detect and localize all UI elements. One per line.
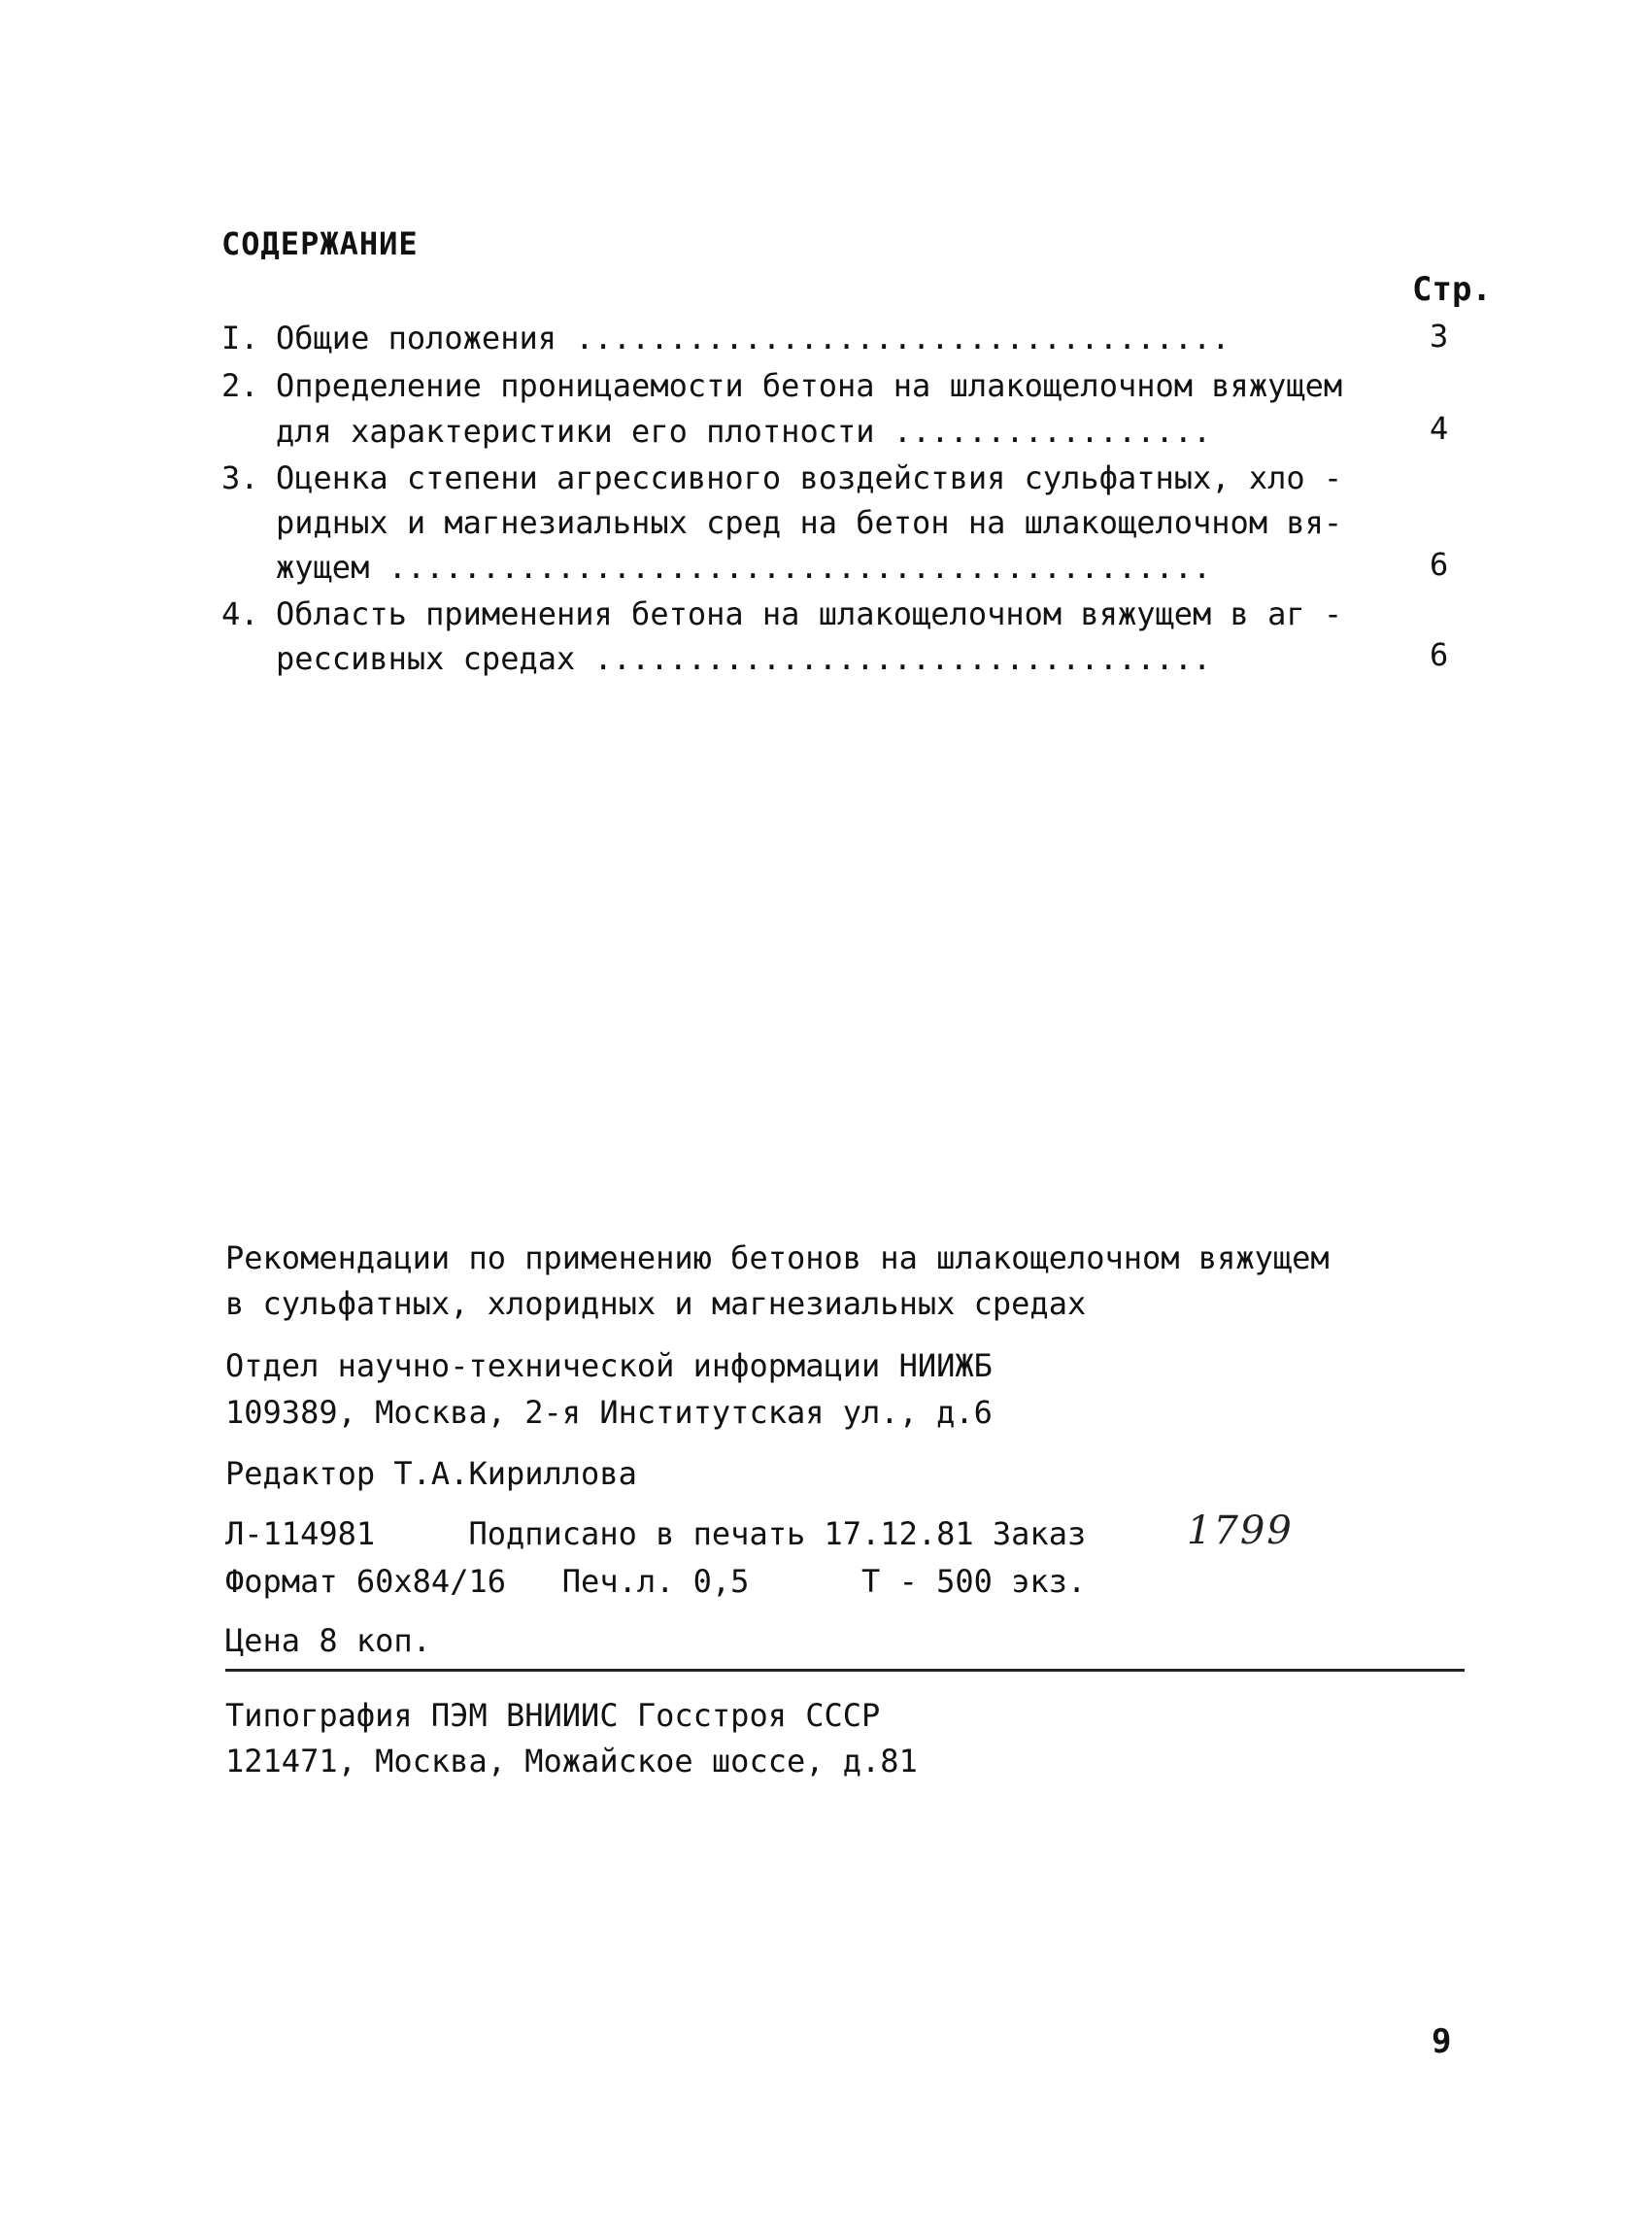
printer-line-2: 121471, Москва, Можайское шоссе, д.81 bbox=[225, 1743, 918, 1779]
toc-heading: СОДЕРЖАНИЕ bbox=[221, 225, 419, 262]
toc-entry-4-page: 6 bbox=[1430, 636, 1449, 673]
colophon-title-line-1: Рекомендации по применению бетонов на шлакощелочном вяжущем bbox=[225, 1239, 1330, 1276]
toc-entry-4-line-2: рессивных средах ................................. bbox=[276, 640, 1212, 677]
toc-entry-1-number: I. bbox=[221, 320, 259, 356]
toc-page-column-header: Стр. bbox=[1412, 270, 1492, 309]
toc-entry-3-line-1: Оценка степени агрессивного воздействия сульфатных, хло - bbox=[276, 459, 1343, 496]
toc-entry-2-line-1: Определение проницаемости бетона на шлакощелочном вяжущем bbox=[276, 367, 1343, 404]
toc-entry-2-line-2: для характеристики его плотности ................. bbox=[276, 413, 1212, 450]
colophon-price: Цена 8 коп. bbox=[225, 1622, 431, 1659]
handwritten-order-number: 1799 bbox=[1187, 1508, 1294, 1553]
toc-entry-1-page: 3 bbox=[1430, 318, 1449, 355]
toc-entry-4-number: 4. bbox=[221, 595, 259, 632]
colophon-print-line-2: Формат 60х84/16 Печ.л. 0,5 Т - 500 экз. bbox=[225, 1563, 1087, 1600]
toc-entry-1-line-1: Общие положения ................................... bbox=[276, 320, 1231, 356]
toc-entry-3-page: 6 bbox=[1430, 546, 1449, 583]
toc-entry-4-line-1: Область применения бетона на шлакощелочном вяжущем в аг - bbox=[276, 595, 1343, 632]
page-number: 9 bbox=[1432, 2022, 1452, 2061]
toc-entry-2-page: 4 bbox=[1430, 410, 1449, 447]
colophon-publisher-line-2: 109389, Москва, 2-я Институтская ул., д.6 bbox=[225, 1394, 993, 1431]
printer-line-1: Типография ПЭМ ВНИИИС Госстроя СССР bbox=[225, 1697, 881, 1734]
colophon-print-line-1: Л-114981 Подписано в печать 17.12.81 Заказ bbox=[225, 1515, 1087, 1552]
toc-entry-2-number: 2. bbox=[221, 367, 259, 404]
colophon-publisher-line-1: Отдел научно-технической информации НИИЖБ bbox=[225, 1347, 993, 1384]
toc-entry-3-line-2: ридных и магнезиальных сред на бетон на шлакощелочном вя- bbox=[276, 504, 1343, 541]
toc-entry-3-number: 3. bbox=[221, 459, 259, 496]
colophon-title-line-2: в сульфатных, хлоридных и магнезиальных средах bbox=[225, 1285, 1087, 1322]
divider-rule bbox=[225, 1669, 1465, 1672]
toc-entry-3-line-3: жущем ............................................ bbox=[276, 549, 1212, 586]
colophon-editor: Редактор Т.А.Кириллова bbox=[225, 1455, 637, 1492]
